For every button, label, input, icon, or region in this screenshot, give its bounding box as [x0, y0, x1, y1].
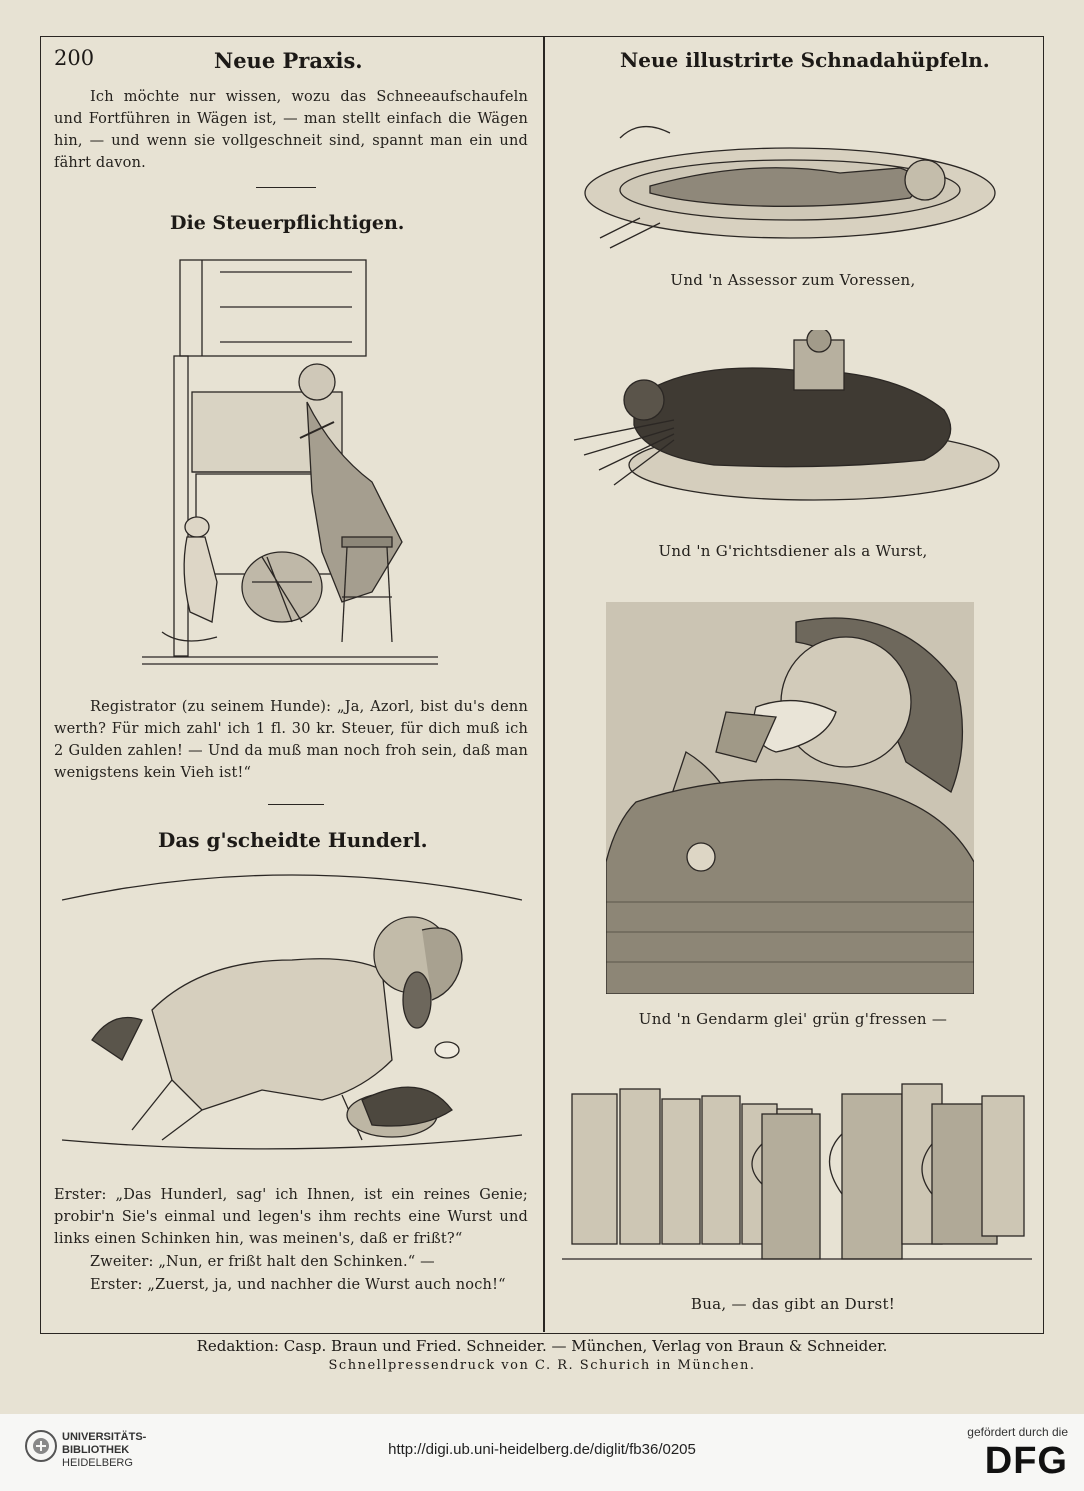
illustration-court-servant-sausage — [564, 330, 1004, 520]
footer-printer: Schnellpressendruck von C. R. Schurich in München. — [328, 1358, 756, 1373]
dfg-logo: DFG — [984, 1440, 1068, 1482]
source-url-link[interactable]: http://digi.ub.uni-heidelberg.de/diglit/fb36/0205 — [388, 1441, 696, 1458]
illustration-beer-mugs — [562, 1064, 1032, 1264]
section-text-hunderl: Erster: „Das Hunderl, sag' ich Ihnen, ist ein reines Genie; probir'n Sie's einmal und legen's ihm rechts eine Wurst und links einen Schinken hin, was meinen's, daß er frißt?“ Zweiter: „Nun, er frißt halt den Schinken.“ — Erster: „Zuerst, ja, und nachher die Wurst auch noch!“ — [54, 1187, 528, 1293]
illustration-poodle-with-sausage — [62, 860, 522, 1168]
caption-beer-mugs: Bua, — das gibt an Durst! — [690, 1295, 896, 1313]
column-divider — [543, 36, 545, 1332]
page-number: 200 — [54, 46, 95, 70]
section-title-hunderl: Das g'scheidte Hunderl. — [158, 828, 428, 852]
illustration-clerk-and-dog — [142, 252, 438, 672]
section-title-neue-praxis: Neue Praxis. — [214, 48, 363, 73]
institution-name: UNIVERSITÄTS- BIBLIOTHEK HEIDELBERG — [62, 1431, 147, 1469]
section-title-steuerpflichtigen: Die Steuerpflichtigen. — [170, 212, 405, 234]
footer-editorial: Redaktion: Casp. Braun und Fried. Schneider. — München, Verlag von Braun & Schneider. — [196, 1337, 888, 1355]
caption-gendarme: Und 'n Gendarm glei' grün g'fressen — — [638, 1010, 948, 1028]
section-text-neue-praxis: Ich möchte nur wissen, wozu das Schneeaufschaufeln und Fortführen in Wägen ist, — man stellt einfach die Wägen hin, — und wenn sie vollgeschneit sind, spannt man ein und fährt davon. — [54, 89, 528, 171]
caption-court-servant: Und 'n G'richtsdiener als a Wurst, — [658, 542, 928, 560]
illustration-man-eating-gendarme — [606, 602, 974, 994]
section-divider — [256, 187, 316, 188]
section-text-steuerpflichtigen: Registrator (zu seinem Hunde): „Ja, Azorl, bist du's denn werth? Für mich zahl' ich 1 fl. 30 kr. Steuer, für dich muß ich 2 Gulden zahlen! — Und da muß man noch froh sein, daß man wenigstens kein Vieh ist!“ — [54, 699, 528, 781]
section-title-schnadahuepfeln: Neue illustrirte Schnadahüpfeln. — [620, 48, 990, 72]
section-divider — [268, 804, 324, 805]
funded-by-label: gefördert durch die — [967, 1425, 1068, 1439]
caption-assessor: Und 'n Assessor zum Voressen, — [670, 271, 916, 289]
illustration-assessor-on-plate — [570, 98, 1010, 258]
